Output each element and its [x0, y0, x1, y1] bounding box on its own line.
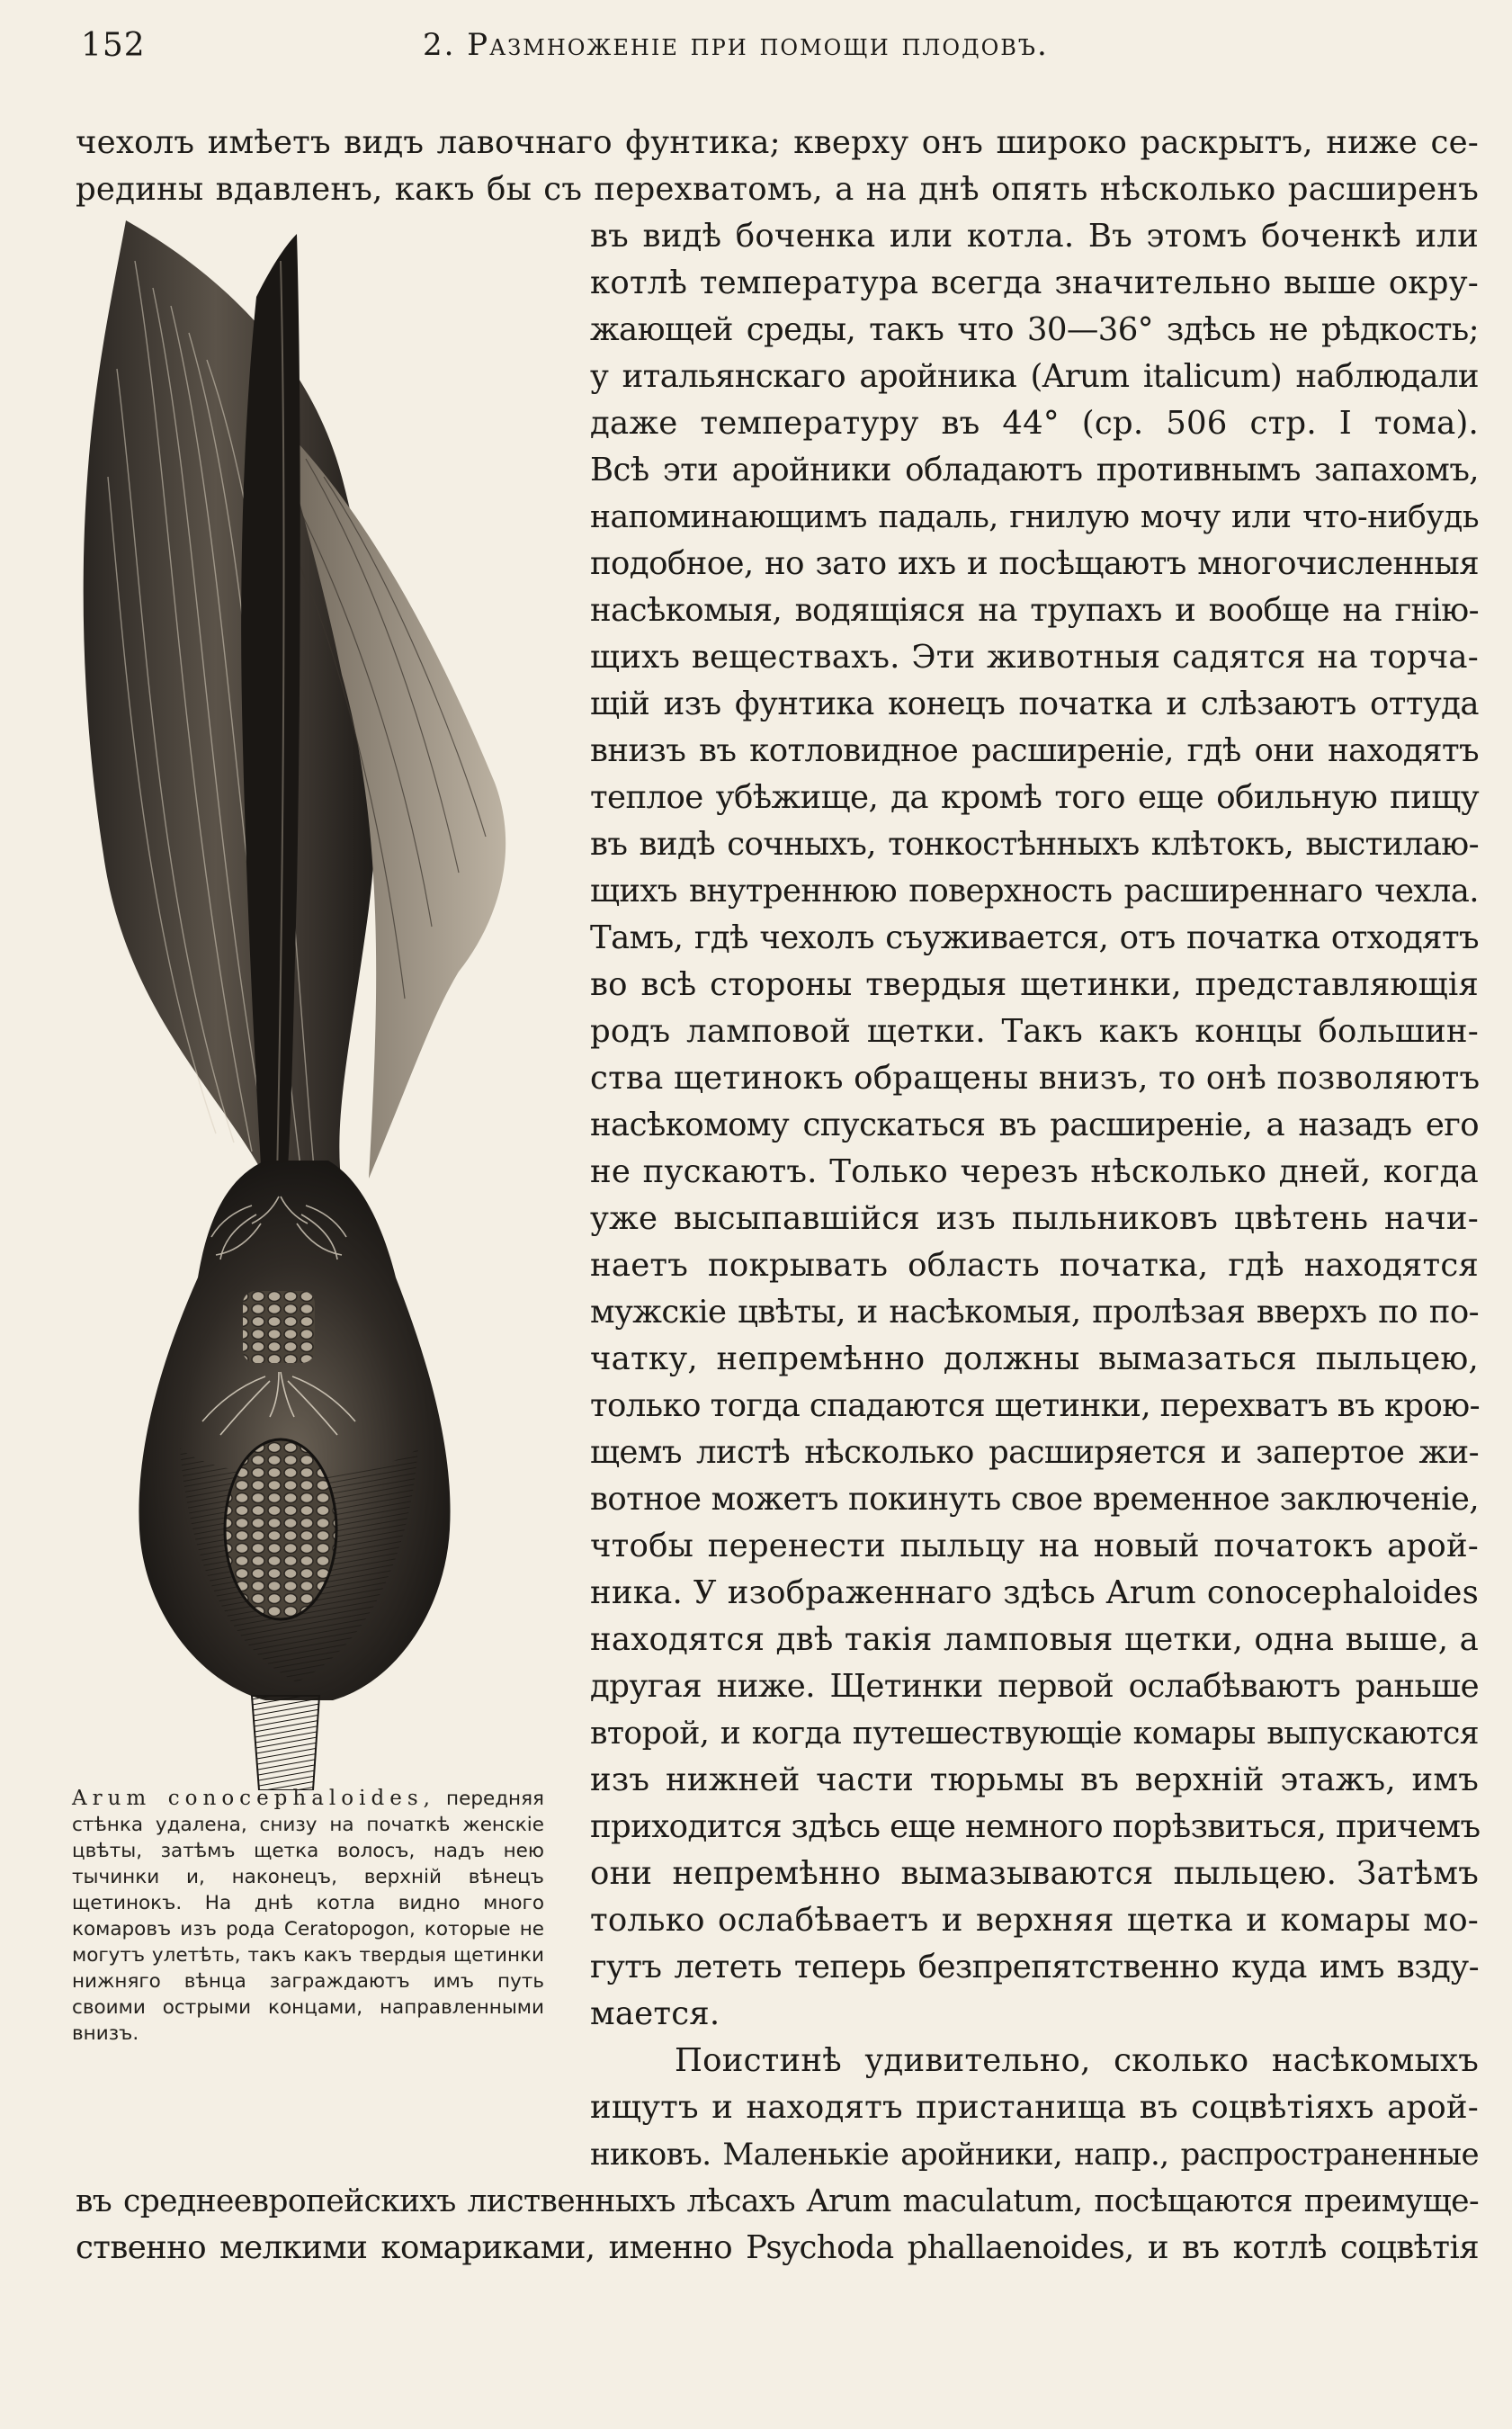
text-line: не пускаютъ. Только черезъ нѣсколько дней, когда — [590, 1153, 1479, 1190]
text-line: въ видѣ сочныхъ, тонкостѣнныхъ клѣтокъ, выстилаю- — [590, 826, 1479, 863]
text-line: мужскіе цвѣты, и насѣкомыя, пролѣзая вверхъ по по- — [590, 1294, 1479, 1331]
text-line: насѣкомыя, водящіяся на трупахъ и вообще на гнію- — [590, 592, 1479, 629]
text-line: чатку, непремѣнно должны вымазаться пыльцею, — [590, 1340, 1479, 1377]
text-line: щихъ внутреннюю поверхность расширеннаго чехла. — [590, 873, 1479, 910]
text-line: ищутъ и находятъ пристанища въ соцвѣтіяхъ арой- — [590, 2089, 1479, 2126]
caption-text: передняя стѣнка удалена, снизу на початкѣ женскіе цвѣты, затѣмъ щетка волосъ, надъ нею тычинки и, наконецъ, верхній вѣнецъ щетинокъ. На днѣ котла видно много комаровъ изъ рода Ceratopogon, которые не могутъ улетѣть, такъ какъ твердыя щетинки нижняго вѣнца заграждаютъ имъ путь своими острыми концами, направленными внизъ. — [72, 1788, 544, 2045]
text-line: только тогда спадаются щетинки, перехватъ въ крою- — [590, 1387, 1481, 1424]
arum-conocephaloides-illustration — [72, 207, 540, 1790]
text-line: въ видѣ боченка или котла. Въ этомъ боченкѣ или — [590, 218, 1479, 255]
text-line: второй, и когда путешествующіе комары выпускаются — [590, 1716, 1479, 1752]
text-line: въ среднеевропейскихъ лиственныхъ лѣсахъ Arum maculatum, посѣщаются преимуще- — [76, 2183, 1479, 2219]
text-line: ника. У изображеннаго здѣсь Arum conocephaloides — [590, 1574, 1479, 1611]
text-line: чехолъ имѣетъ видъ лавочнаго фунтика; кверху онъ широко раскрытъ, ниже се- — [76, 124, 1479, 161]
text-line: ства щетинокъ обращены внизъ, то онѣ позволяютъ — [590, 1060, 1481, 1097]
text-line: щій изъ фунтика конецъ початка и слѣзаютъ оттуда — [590, 686, 1479, 722]
stamens — [243, 1291, 315, 1363]
text-line: котлѣ температура всегда значительно выше окру- — [590, 264, 1479, 301]
text-line: внизъ въ котловидное расширеніе, гдѣ они находятъ — [590, 732, 1479, 769]
text-line: наетъ покрывать область початка, гдѣ находятся — [590, 1247, 1479, 1284]
text-line: гутъ лететь теперь безпрепятственно куда имъ взду- — [590, 1949, 1479, 1985]
text-line: родъ ламповой щетки. Такъ какъ концы большин- — [590, 1013, 1479, 1050]
text-line: напоминающимъ падаль, гнилую мочу или что-нибудь — [590, 499, 1479, 535]
figure-caption — [72, 1786, 544, 2047]
text-line: находятся двѣ такія ламповыя щетки, одна выше, а — [590, 1621, 1479, 1658]
running-title: 2. Размноженіе при помощи плодовъ. — [423, 27, 1049, 63]
text-line: редины вдавленъ, какъ бы съ перехватомъ, а на днѣ опять нѣсколько расширенъ — [76, 171, 1479, 208]
text-line: только ослабѣваетъ и верхняя щетка и комары мо- — [590, 1902, 1479, 1939]
text-line: у итальянскаго аройника (Arum italicum) наблюдали — [590, 358, 1479, 395]
text-line: приходится здѣсь еще немного порѣзвиться, причемъ — [590, 1808, 1481, 1845]
text-line: щихъ веществахъ. Эти животныя садятся на торча- — [590, 639, 1479, 676]
paragraph-start: Поистинѣ удивительно, сколько насѣкомыхъ — [675, 2042, 1479, 2079]
text-line: даже температуру въ 44° (ср. 506 стр. I тома). — [590, 405, 1479, 442]
text-line: теплое убѣжище, да кромѣ того еще обильную пищу — [590, 779, 1479, 816]
caption-species-name: Arum conocephaloides, — [72, 1787, 435, 1810]
stalk — [252, 1696, 319, 1790]
page-header — [0, 18, 1512, 72]
text-line: ственно мелкими комариками, именно Psychoda phallaenoides, и въ котлѣ соцвѣтія — [76, 2229, 1479, 2266]
text-line: вотное можетъ покинуть свое временное заключеніе, — [590, 1481, 1479, 1518]
text-line: они непремѣнно вымазываются пыльцею. Затѣмъ — [590, 1855, 1479, 1892]
text-line: насѣкомому спускаться въ расширеніе, а назадъ его — [590, 1107, 1479, 1143]
text-line: подобное, но зато ихъ и посѣщаютъ многочисленныя — [590, 545, 1479, 582]
text-line: изъ нижней части тюрьмы въ верхній этажъ, имъ — [590, 1761, 1479, 1798]
text-line: чтобы перенести пыльцу на новый початокъ арой- — [590, 1528, 1479, 1564]
text-line: уже высыпавшійся изъ пыльниковъ цвѣтень начи- — [590, 1200, 1479, 1237]
text-line: Всѣ эти аройники обладаютъ противнымъ запахомъ, — [590, 452, 1479, 488]
page-number: 152 — [81, 27, 146, 64]
text-line: другая ниже. Щетинки первой ослабѣваютъ раньше — [590, 1668, 1479, 1705]
text-line: никовъ. Маленькіе аройники, напр., распространенные — [590, 2137, 1479, 2173]
text-line: Тамъ, гдѣ чехолъ съуживается, отъ початка отходятъ — [590, 919, 1479, 956]
text-line: мается. — [590, 1995, 720, 2032]
text-line: во всѣ стороны твердыя щетинки, представляющія — [590, 966, 1479, 1003]
text-line: жающей среды, такъ что 30—36° здѣсь не рѣдкость; — [590, 311, 1479, 348]
text-line: щемъ листѣ нѣсколько расширяется и запертое жи- — [590, 1434, 1479, 1471]
